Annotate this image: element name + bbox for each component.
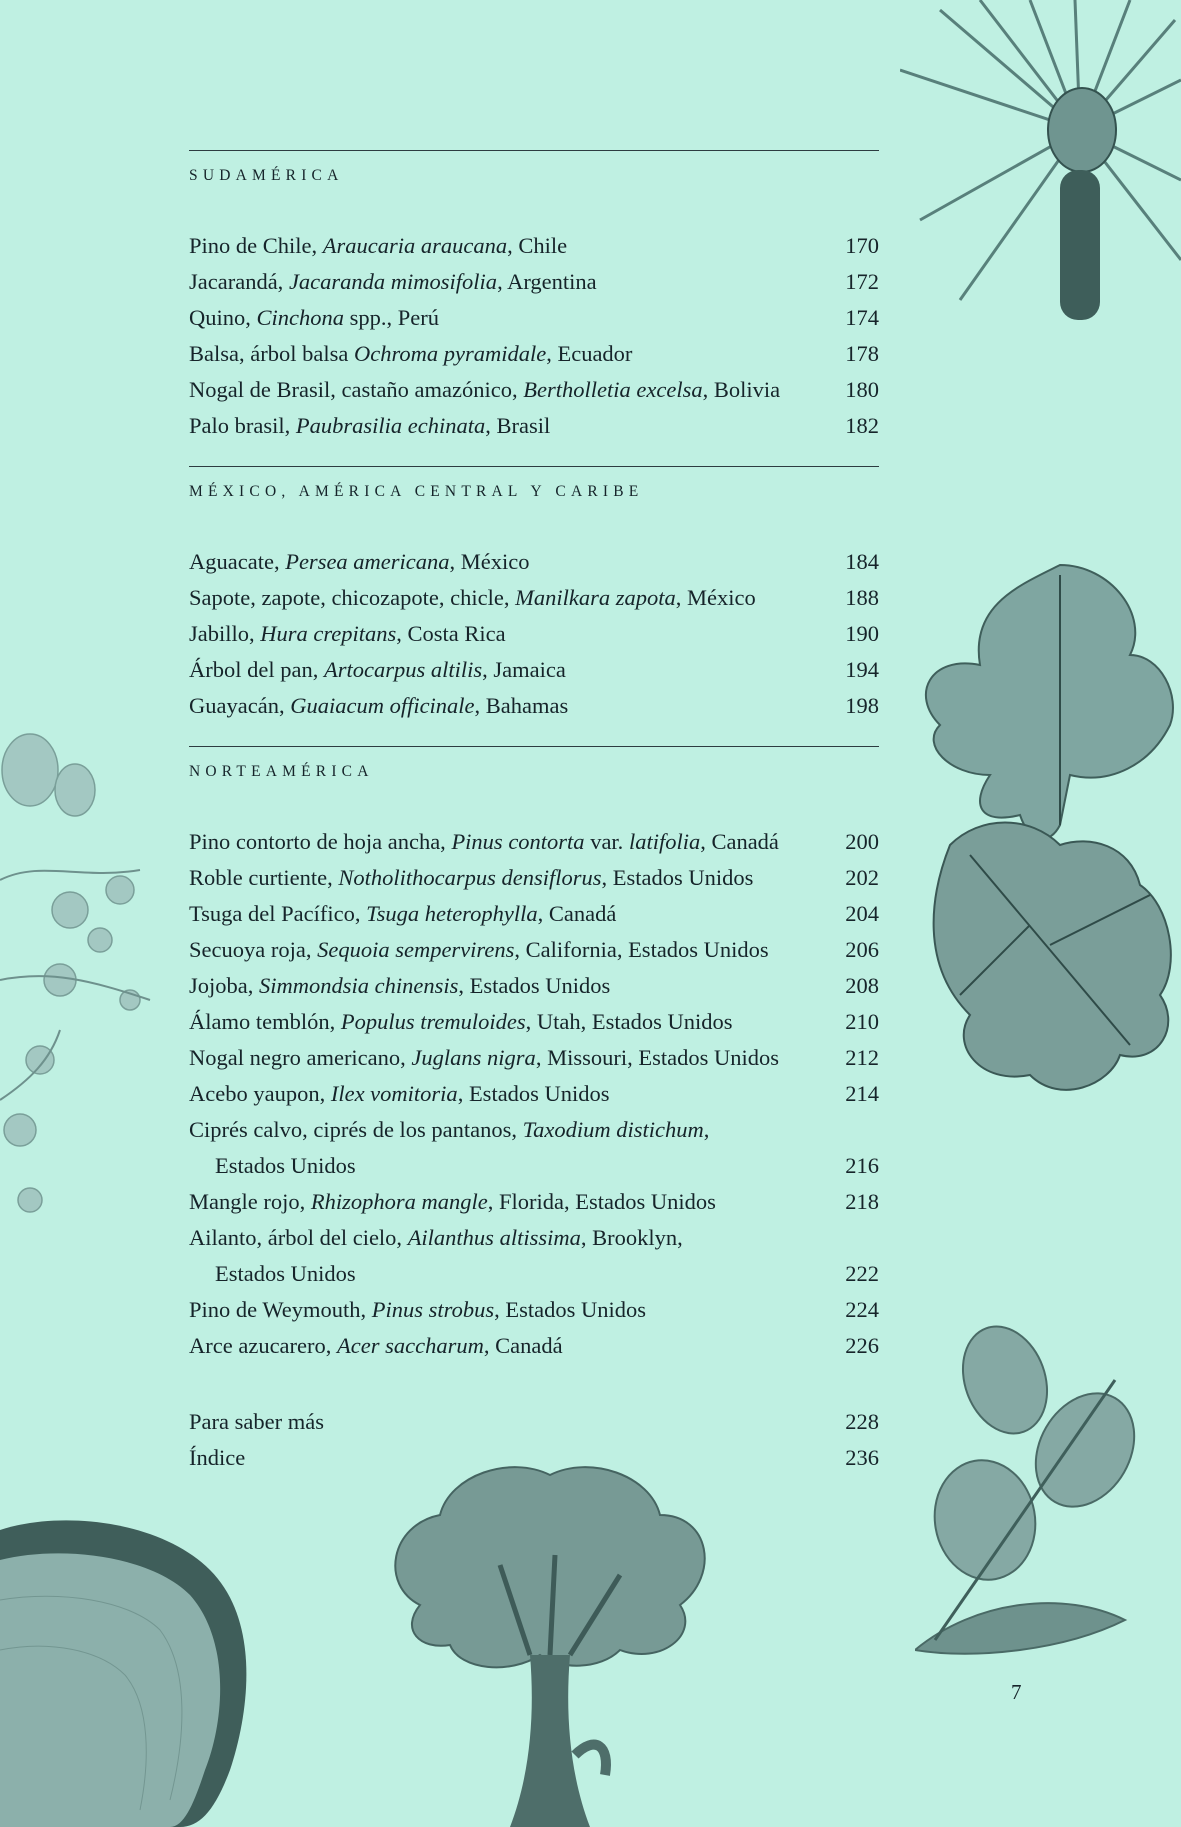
toc-entry[interactable]: Acebo yaupon, Ilex vomitoria, Estados Unidos 214 [189, 1076, 879, 1112]
section-rule [189, 466, 879, 467]
section-heading: SUDAMÉRICA [189, 167, 344, 184]
toc-entry[interactable]: Guayacán, Guaiacum officinale, Bahamas 198 [189, 688, 879, 724]
page-folio: 7 [1011, 1680, 1022, 1704]
toc-entry[interactable]: Jabillo, Hura crepitans, Costa Rica 190 [189, 616, 879, 652]
page-number: 198 [845, 693, 879, 718]
section-heading: MÉXICO, AMÉRICA CENTRAL Y CARIBE [189, 483, 644, 500]
toc-entry[interactable]: Ailanto, árbol del cielo, Ailanthus altissima, Brooklyn, Estados Unidos 222 [189, 1220, 879, 1292]
section-rule [189, 746, 879, 747]
toc-entry[interactable]: Álamo temblón, Populus tremuloides, Utah, Estados Unidos 210 [189, 1004, 879, 1040]
seed-pod-illustration [915, 1320, 1181, 1660]
conifer-cone-illustration [900, 0, 1181, 360]
flowering-branch-illustration [0, 680, 160, 1280]
toc-entry[interactable]: Pino de Weymouth, Pinus strobus, Estados Unidos 224 [189, 1292, 879, 1328]
page-number: 216 [845, 1153, 879, 1178]
toc-entry[interactable]: Jojoba, Simmondsia chinensis, Estados Unidos 208 [189, 968, 879, 1004]
toc-entry-para-saber-mas[interactable]: Para saber más 228 [189, 1404, 879, 1440]
toc-entries-sudamerica [189, 228, 879, 444]
toc-entries-mexico [189, 544, 879, 724]
toc-entries-norteamerica [189, 824, 879, 1364]
page-number: 202 [845, 865, 879, 890]
page-number: 212 [845, 1045, 879, 1070]
page-number: 222 [845, 1261, 879, 1286]
toc-entry[interactable]: Secuoya roja, Sequoia sempervirens, California, Estados Unidos 206 [189, 932, 879, 968]
page-number: 236 [845, 1445, 879, 1470]
page-number: 178 [845, 341, 879, 366]
page-number: 184 [845, 549, 879, 574]
toc-entry[interactable]: Ciprés calvo, ciprés de los pantanos, Taxodium distichum, Estados Unidos 216 [189, 1112, 879, 1184]
section-rule [189, 150, 879, 151]
toc-entry[interactable]: Nogal negro americano, Juglans nigra, Missouri, Estados Unidos 212 [189, 1040, 879, 1076]
toc-entry[interactable]: Arce azucarero, Acer saccharum, Canadá 226 [189, 1328, 879, 1364]
page-number: 210 [845, 1009, 879, 1034]
page-number: 200 [845, 829, 879, 854]
toc-entry[interactable]: Tsuga del Pacífico, Tsuga heterophylla, Canadá 204 [189, 896, 879, 932]
fig-leaf-illustration [910, 545, 1181, 1105]
page-number: 204 [845, 901, 879, 926]
page-number: 170 [845, 233, 879, 258]
page-number: 194 [845, 657, 879, 682]
page-number: 182 [845, 413, 879, 438]
tree-ring-illustration [0, 1510, 260, 1827]
toc-entry-indice[interactable]: Índice 236 [189, 1440, 879, 1476]
toc-entry[interactable]: Sapote, zapote, chicozapote, chicle, Manilkara zapota, México 188 [189, 580, 879, 616]
toc-entry[interactable]: Aguacate, Persea americana, México 184 [189, 544, 879, 580]
toc-entry[interactable]: Pino contorto de hoja ancha, Pinus contorta var. latifolia, Canadá 200 [189, 824, 879, 860]
toc-section-mexico [189, 466, 879, 501]
toc-entry[interactable]: Roble curtiente, Notholithocarpus densiflorus, Estados Unidos 202 [189, 860, 879, 896]
page-number: 228 [845, 1409, 879, 1434]
toc-entry[interactable]: Pino de Chile, Araucaria araucana, Chile 170 [189, 228, 879, 264]
page-number: 190 [845, 621, 879, 646]
page-number: 172 [845, 269, 879, 294]
toc-entry[interactable]: Palo brasil, Paubrasilia echinata, Brasil 182 [189, 408, 879, 444]
toc-entry[interactable]: Árbol del pan, Artocarpus altilis, Jamaica 194 [189, 652, 879, 688]
toc-entry[interactable]: Nogal de Brasil, castaño amazónico, Bertholletia excelsa, Bolivia 180 [189, 372, 879, 408]
tree-illustration [380, 1455, 720, 1827]
section-heading: NORTEAMÉRICA [189, 763, 374, 780]
page-number: 218 [845, 1189, 879, 1214]
page-number: 188 [845, 585, 879, 610]
toc-section-sudamerica [189, 150, 879, 185]
toc-entry[interactable]: Mangle rojo, Rhizophora mangle, Florida, Estados Unidos 218 [189, 1184, 879, 1220]
page-number: 206 [845, 937, 879, 962]
page-number: 208 [845, 973, 879, 998]
toc-entry[interactable]: Balsa, árbol balsa Ochroma pyramidale, Ecuador 178 [189, 336, 879, 372]
page-number: 214 [845, 1081, 879, 1106]
toc-entry[interactable]: Quino, Cinchona spp., Perú 174 [189, 300, 879, 336]
page-number: 224 [845, 1297, 879, 1322]
page-number: 174 [845, 305, 879, 330]
page-number: 226 [845, 1333, 879, 1358]
toc-backmatter [189, 1404, 879, 1476]
toc-entry[interactable]: Jacarandá, Jacaranda mimosifolia, Argentina 172 [189, 264, 879, 300]
toc-section-norteamerica [189, 746, 879, 781]
page-number: 180 [845, 377, 879, 402]
